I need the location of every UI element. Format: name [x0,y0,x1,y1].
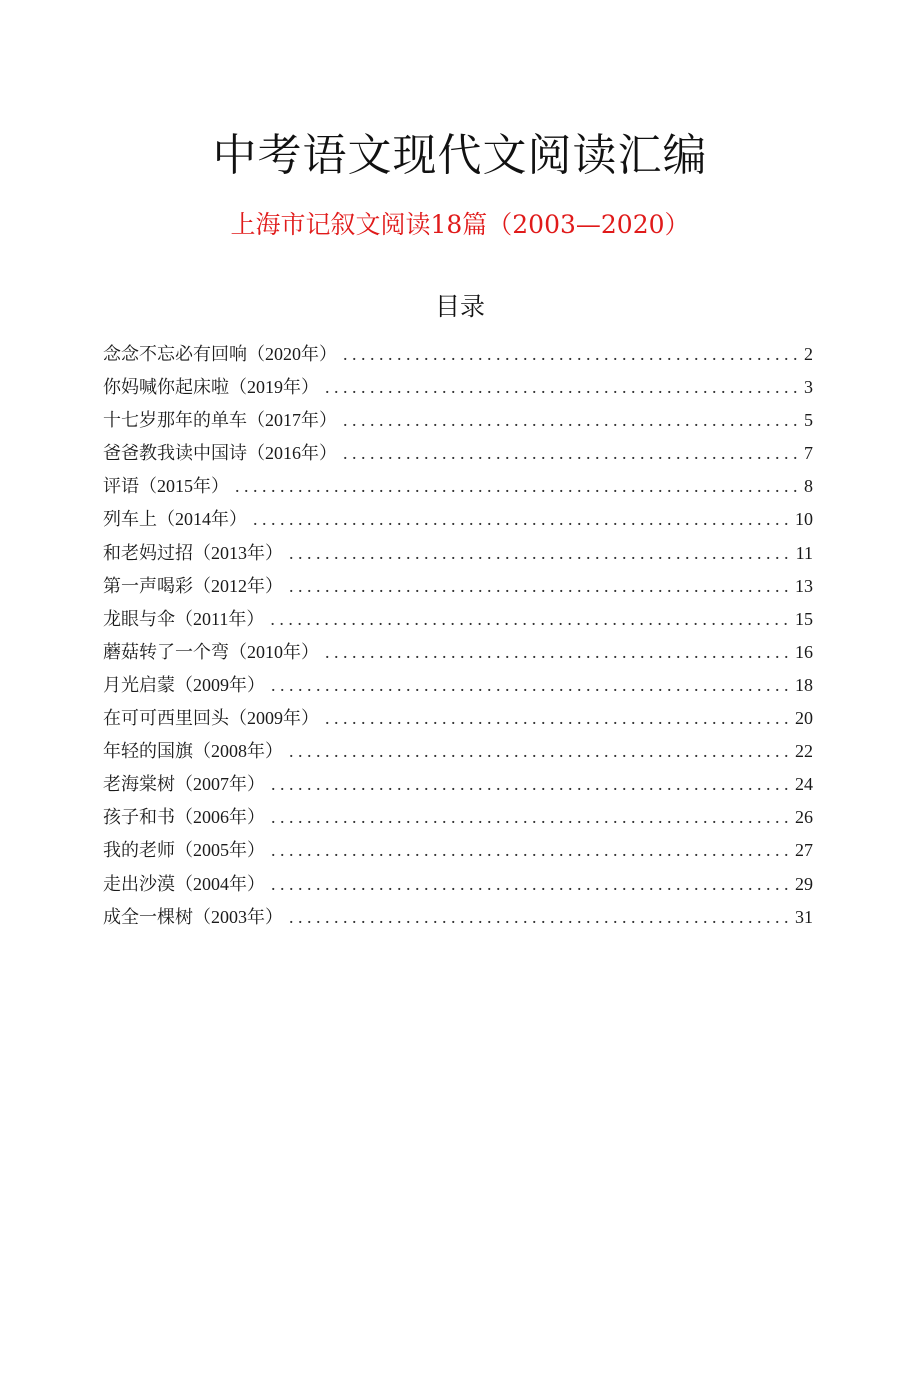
toc-dot-leader [343,338,800,371]
toc-entry-page-number: 3 [804,377,813,398]
toc-entry-title: 爸爸教我读中国诗（2016年） [103,443,337,464]
toc-entry[interactable] [103,470,813,503]
toc-dot-leader [271,834,791,867]
toc-entry-title: 评语（2015年） [103,476,229,497]
toc-dot-leader [271,801,791,834]
toc-entry-page-number: 13 [795,575,813,596]
toc-dot-leader [325,636,791,669]
toc-dot-leader [253,503,791,536]
table-of-contents [103,338,813,934]
toc-entry[interactable] [103,338,813,371]
toc-dot-leader [270,603,791,636]
toc-entry-page-number: 11 [795,542,813,563]
toc-entry[interactable] [103,603,813,636]
document-title: 中考语文现代文阅读汇编 [212,130,708,181]
toc-entry-title: 列车上（2014年） [103,509,247,530]
toc-entry-title: 十七岁那年的单车（2017年） [103,410,337,431]
toc-entry[interactable] [103,537,813,570]
toc-dot-leader [235,470,800,503]
toc-entry[interactable] [103,768,813,801]
toc-dot-leader [289,537,792,570]
toc-entry-page-number: 7 [804,443,813,464]
toc-entry-page-number: 22 [795,741,813,762]
toc-entry-page-number: 2 [804,344,813,364]
toc-entry[interactable] [103,437,813,470]
toc-entry-title: 我的老师（2005年） [103,840,265,861]
toc-entry[interactable] [103,669,813,702]
toc-entry-title: 龙眼与伞（2011年） [103,608,265,629]
document-subtitle: 上海市记叙文阅读18篇（2003—2020） [230,210,690,239]
toc-entry-title: 孩子和书（2006年） [103,807,265,828]
toc-entry-title: 月光启蒙（2009年） [103,674,265,695]
toc-entry-page-number: 10 [795,509,813,530]
toc-dot-leader [271,768,791,801]
toc-dot-leader [343,404,800,437]
toc-entry-page-number: 29 [795,873,813,894]
toc-heading: 目录 [434,292,485,321]
toc-entry-page-number: 18 [795,674,813,695]
toc-entry-page-number: 5 [804,410,813,431]
toc-entry-title: 老海棠树（2007年） [103,774,265,795]
toc-entry[interactable] [103,503,813,536]
toc-entry[interactable] [103,735,813,768]
toc-entry-page-number: 20 [795,708,813,729]
toc-entry[interactable] [103,570,813,603]
toc-entry-title: 走出沙漠（2004年） [103,873,265,894]
toc-dot-leader [289,570,791,603]
toc-dot-leader [325,371,800,404]
toc-entry-page-number: 31 [795,906,813,927]
toc-entry-title: 和老妈过招（2013年） [103,542,283,563]
toc-dot-leader [325,702,791,735]
toc-entry-title: 念念不忘必有回响（2020年） [103,344,337,364]
toc-entry[interactable] [103,801,813,834]
toc-entry-title: 成全一棵树（2003年） [103,906,283,927]
toc-dot-leader [271,669,791,702]
toc-entry-page-number: 8 [804,476,813,497]
toc-entry[interactable] [103,702,813,735]
toc-dot-leader [289,735,791,768]
toc-entry-page-number: 15 [795,608,813,629]
toc-dot-leader [289,901,791,934]
toc-entry[interactable] [103,636,813,669]
toc-entry[interactable] [103,404,813,437]
toc-entry[interactable] [103,901,813,934]
toc-dot-leader [271,868,791,901]
toc-entry-page-number: 24 [795,774,813,795]
toc-entry-title: 蘑菇转了一个弯（2010年） [103,641,319,662]
toc-entry-title: 年轻的国旗（2008年） [103,741,283,762]
toc-entry-page-number: 26 [795,807,813,828]
toc-entry[interactable] [103,834,813,867]
toc-entry[interactable] [103,868,813,901]
toc-entry-title: 你妈喊你起床啦（2019年） [103,377,319,398]
toc-entry-title: 在可可西里回头（2009年） [103,708,319,729]
toc-entry-page-number: 16 [795,641,813,662]
toc-dot-leader [343,437,800,470]
toc-entry-page-number: 27 [795,840,813,861]
toc-entry[interactable] [103,371,813,404]
toc-entry-title: 第一声喝彩（2012年） [103,575,283,596]
